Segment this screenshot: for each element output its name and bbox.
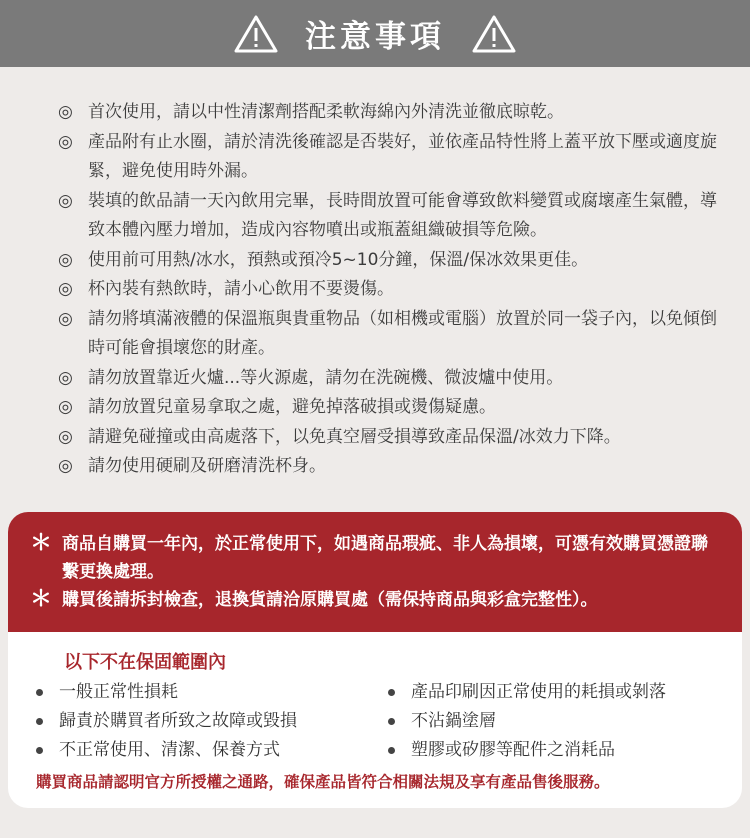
list-item: ◎ 首次使用，請以中性清潔劑搭配柔軟海綿內外清洗並徹底晾乾。 — [58, 98, 718, 128]
warranty-notice — [8, 512, 742, 632]
bullet-dot-icon — [36, 718, 43, 725]
list-item: ◎ 請勿放置兒童易拿取之處，避免掉落破損或燙傷疑慮。 — [58, 393, 718, 423]
asterisk-icon: ＊ — [30, 587, 53, 612]
bullet-dot-icon — [36, 747, 43, 754]
warranty-card — [8, 512, 742, 808]
exclusions-list-left — [36, 678, 297, 765]
authorized-channel-notice: 購買商品請認明官方所授權之通路，確保產品皆符合相關法規及享有產品售後服務。 — [36, 773, 610, 791]
page-title: 注意事項 — [305, 19, 445, 55]
bullet-dot-icon — [388, 718, 395, 725]
double-circle-bullet-icon: ◎ — [58, 308, 73, 329]
list-item: 塑膠或矽膠等配件之消耗品 — [388, 736, 666, 765]
double-circle-bullet-icon: ◎ — [58, 102, 73, 122]
double-circle-bullet-icon: ◎ — [58, 190, 73, 211]
double-circle-bullet-icon: ◎ — [58, 131, 73, 152]
warning-triangle-icon — [471, 14, 517, 54]
list-item: ◎ 杯內裝有熱飲時，請小心飲用不要燙傷。 — [58, 275, 718, 305]
bullet-dot-icon — [36, 689, 43, 696]
exclusions-title: 以下不在保固範圍內 — [64, 652, 226, 673]
bullet-dot-icon — [388, 747, 395, 754]
warning-triangle-icon — [233, 14, 279, 54]
list-item: ◎ 使用前可用熱/冰水，預熱或預冷5~10分鐘，保溫/保冰效果更佳。 — [58, 246, 718, 276]
list-item: 產品印刷因正常使用的耗損或剝落 — [388, 678, 666, 707]
list-item: ◎ 請勿將填滿液體的保溫瓶與貴重物品（如相機或電腦）放置於同一袋子內，以免傾倒時可能會損壞您的財產。 — [58, 305, 718, 364]
warranty-item: ＊ 商品自購買一年內，於正常使用下，如遇商品瑕疵、非人為損壞，可憑有效購買憑證聯繫更換處理。 — [30, 530, 724, 586]
list-item: 不正常使用、清潔、保養方式 — [36, 736, 297, 765]
notice-list — [58, 98, 718, 482]
bullet-dot-icon — [388, 689, 395, 696]
exclusions-list-right — [388, 678, 666, 765]
warranty-item: ＊ 購買後請拆封檢查，退換貨請洽原購買處（需保持商品與彩盒完整性）。 — [30, 587, 598, 612]
list-item: ◎ 請避免碰撞或由高處落下，以免真空層受損導致產品保溫/冰效力下降。 — [58, 423, 718, 453]
list-item: ◎ 請勿放置靠近火爐...等火源處，請勿在洗碗機、微波爐中使用。 — [58, 364, 718, 394]
asterisk-icon: ＊ — [30, 531, 53, 556]
double-circle-bullet-icon: ◎ — [58, 249, 73, 270]
double-circle-bullet-icon: ◎ — [58, 279, 73, 299]
list-item: 一般正常性損耗 — [36, 678, 297, 707]
list-item: 不沾鍋塗層 — [388, 707, 666, 736]
double-circle-bullet-icon: ◎ — [58, 456, 73, 476]
list-item: ◎ 請勿使用硬刷及研磨清洗杯身。 — [58, 452, 718, 482]
header-banner — [0, 0, 750, 67]
list-item: ◎ 裝填的飲品請一天內飲用完畢，長時間放置可能會導致飲料變質或腐壞產生氣體，導致本體內壓力增加，造成內容物噴出或瓶蓋組織破損等危險。 — [58, 187, 718, 246]
double-circle-bullet-icon: ◎ — [58, 367, 73, 388]
double-circle-bullet-icon: ◎ — [58, 426, 73, 447]
list-item: ◎ 產品附有止水圈，請於清洗後確認是否裝好，並依產品特性將上蓋平放下壓或適度旋緊，避免使用時外漏。 — [58, 128, 718, 187]
double-circle-bullet-icon: ◎ — [58, 397, 73, 417]
list-item: 歸責於購買者所致之故障或毀損 — [36, 707, 297, 736]
